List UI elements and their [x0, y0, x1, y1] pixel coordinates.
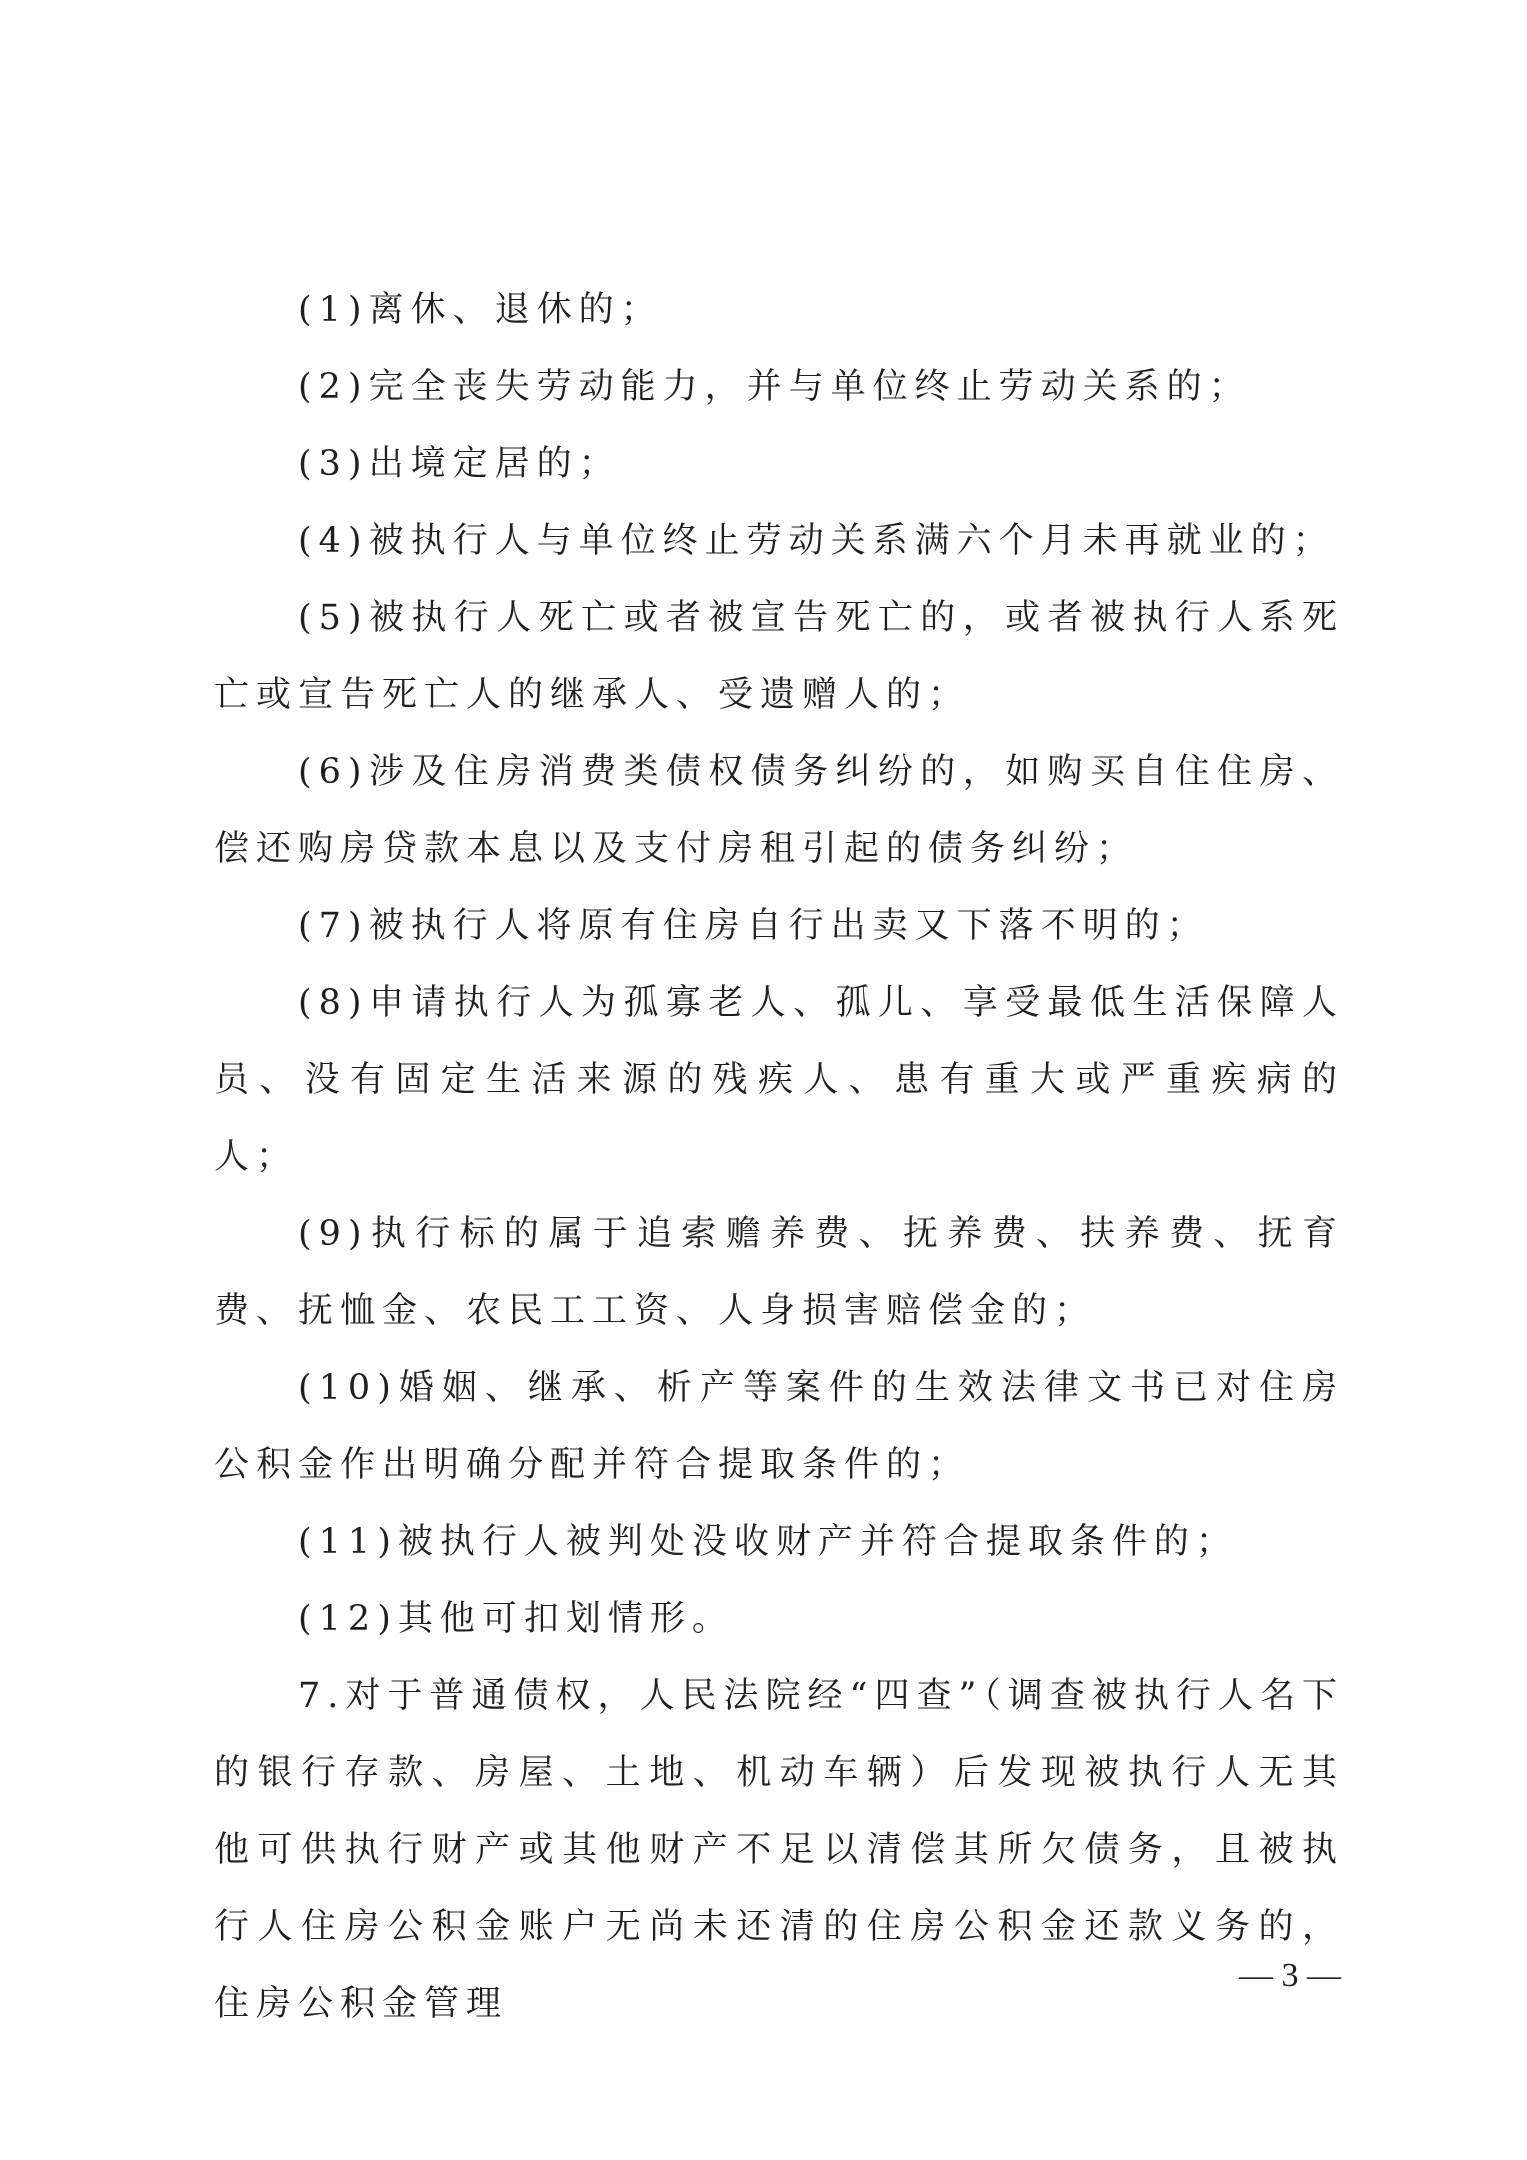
paragraph-item-12: (12)其他可扣划情形。 [298, 1599, 734, 1639]
paragraph-section-7: 7.对于普通债权，人民法院经“四查”（调查被执行人名下的银行存款、房屋、土地、机动车辆）后发现被执行人无其他可供执行财产或其他财产不足以清偿其所欠债务，且被执行人住房公积金账户无尚未还清的住房公积金还款义务的，住房公积金管理 [214, 1676, 1344, 2024]
document-body [214, 272, 1344, 2043]
paragraph-item-7: (7)被执行人将原有住房自行出卖又下落不明的； [298, 906, 1209, 946]
paragraph-item-2: (2)完全丧失劳动能力，并与单位终止劳动关系的； [298, 367, 1251, 407]
paragraph-item-3: (3)出境定居的； [298, 444, 621, 484]
paragraph-item-10: (10)婚姻、继承、析产等案件的生效法律文书已对住房公积金作出明确分配并符合提取条件的； [214, 1368, 1344, 1485]
paragraph-item-9: (9)执行标的属于追索赡养费、抚养费、扶养费、抚育费、抚恤金、农民工工资、人身损害赔偿金的； [214, 1214, 1344, 1331]
paragraph-item-11: (11)被执行人被判处没收财产并符合提取条件的； [298, 1522, 1238, 1562]
paragraph-item-5: (5)被执行人死亡或者被宣告死亡的，或者被执行人系死亡或宣告死亡人的继承人、受遗赠人的； [214, 598, 1344, 715]
page-number: — 3 — [1239, 1957, 1341, 1994]
paragraph-item-8: (8)申请执行人为孤寡老人、孤儿、享受最低生活保障人员、没有固定生活来源的残疾人、患有重大或严重疾病的人； [214, 983, 1344, 1177]
paragraph-item-1: (1)离休、退休的； [298, 290, 663, 330]
paragraph-item-6: (6)涉及住房消费类债权债务纠纷的，如购买自住住房、偿还购房贷款本息以及支付房租引起的债务纠纷； [214, 752, 1344, 869]
paragraph-item-4: (4)被执行人与单位终止劳动关系满六个月未再就业的； [298, 521, 1335, 561]
